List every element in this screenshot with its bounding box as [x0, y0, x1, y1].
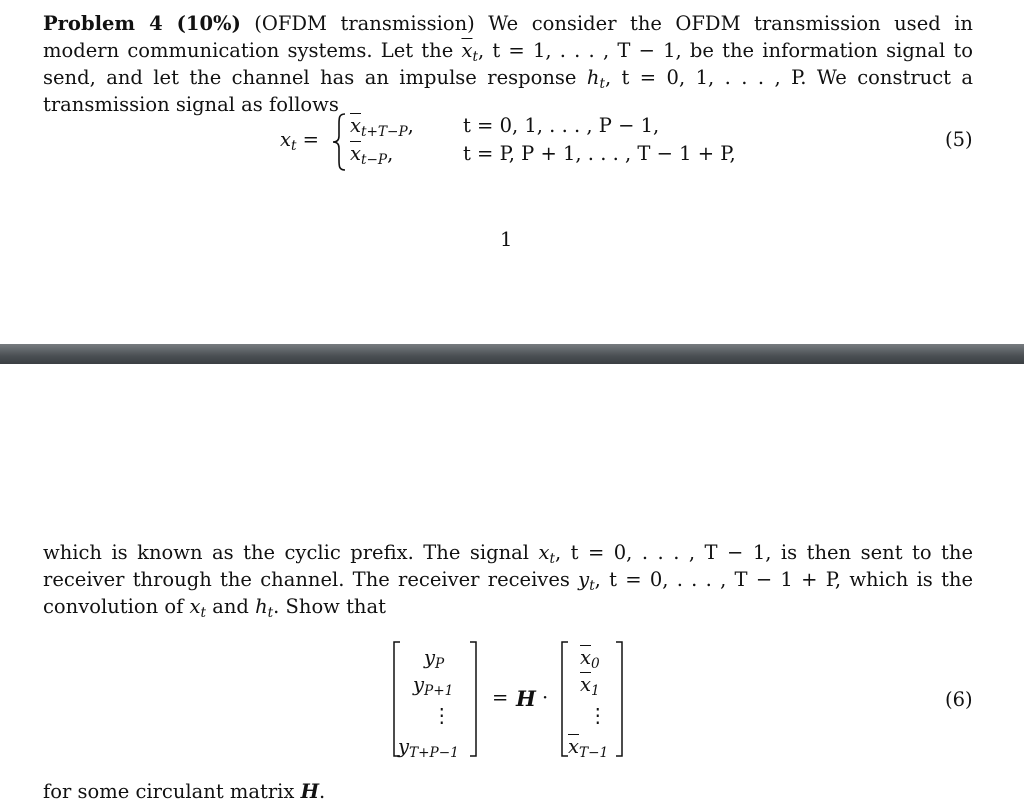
problem-title: Problem 4 — [43, 12, 163, 35]
eq5-case2-cond: t = P, P + 1, . . . , T − 1 + P, — [463, 142, 736, 165]
eq5-case1-cond: t = 0, 1, . . . , P − 1, — [463, 114, 660, 137]
page-separator — [0, 344, 1024, 364]
problem-statement: Problem 4 (10%) (OFDM transmission) We consider the OFDM transmission used in modern communication systems. Let the $\overline{x}_t$, t = 1, . . . , T − 1, be the information signal to send, and let the channel has an impulse response $h_t$, t = 0, 1, . . . , P. We construct a transmission signal as follows — [43, 12, 974, 116]
signal-range: , t = 1, . . . , T − 1, be the information signal to send, and let the channel has an impulse response — [43, 39, 974, 89]
eq6-equals: = — [492, 686, 509, 709]
signal-var: $\overline{x}$ — [461, 39, 473, 62]
h-var: h — [586, 66, 600, 89]
problem-intro: (OFDM transmission) We consider the OFDM transmission used in modern communication systems. Let the — [43, 12, 973, 62]
brace-icon — [330, 112, 348, 172]
eq6-dot: · — [542, 686, 549, 709]
equation-5: $x_t$ = $\overline{x}_{t+T-P}$, t = 0, 1, . . . , P − 1, $\overline{x}_{t-P}$, t = P, P + 1, . . . , T − 1 + P, — [280, 112, 740, 172]
problem-weight: (10%) — [176, 12, 241, 35]
continuation-text: which is known as the cyclic prefix. The signal $x_t$, t = 0, . . . , T − 1, is then sent to the receiver through the channel. The receiver receives $y_t$, t = 0, . . . , T − 1 + P, which is the convolution of $x_t$ and $h_t$. Show that — [43, 541, 974, 621]
eq5-lhs: x — [280, 128, 291, 151]
page-number: 1 — [500, 228, 513, 251]
h-range: , t = 0, 1, . . . , P. We construct a transmission signal as follows — [43, 66, 973, 116]
matrix-H: H — [516, 686, 536, 711]
eq5-number: (5) — [945, 128, 973, 151]
closing-matrix: H — [300, 780, 320, 803]
eq6-number: (6) — [945, 688, 973, 711]
closing-text: for some circulant matrix H. — [43, 780, 326, 803]
